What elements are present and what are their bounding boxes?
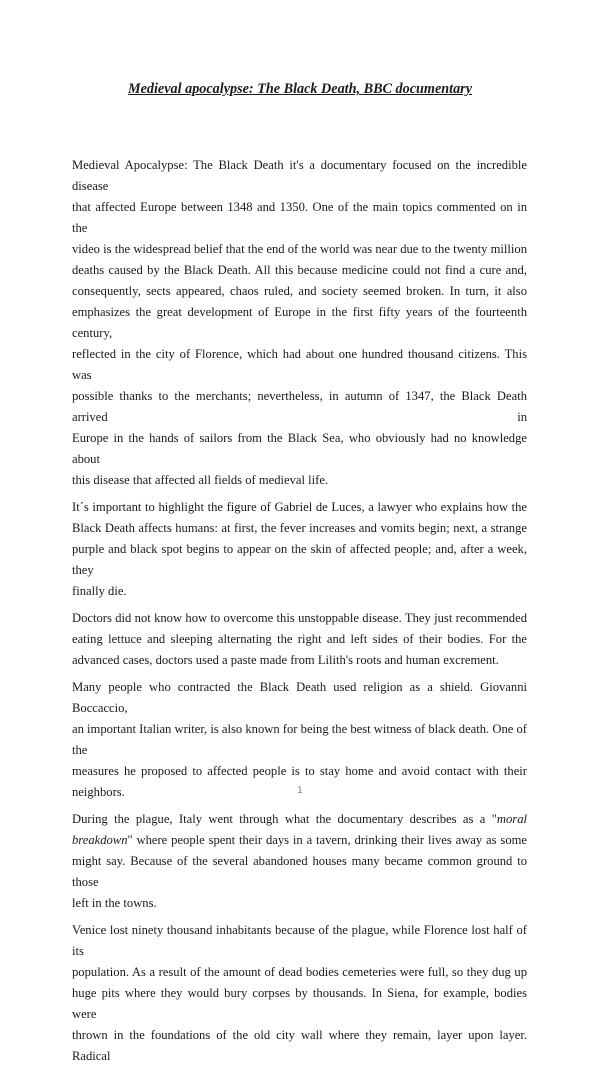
text-line: video is the widespread belief that the end of the world was near due to the twenty million: [72, 242, 527, 256]
text-line: Doctors did not know how to overcome this unstoppable disease. They just recommended: [72, 611, 527, 625]
text-segment: " where people spent their days in a tavern, drinking their lives away as some: [127, 833, 527, 847]
text-line: neighbors.: [72, 785, 125, 799]
text-line: might say. Because of the several abandoned houses many became common ground to those: [72, 854, 527, 889]
text-line: thrown in the foundations of the old city wall where they remain, layer upon layer. Radical: [72, 1028, 527, 1063]
text-line: finally die.: [72, 584, 127, 598]
italic-text: breakdown: [72, 833, 128, 847]
text-line: Medieval Apocalypse: The Black Death it's a documentary focused on the incredible disease: [72, 158, 527, 193]
text-line: consequently, sects appeared, chaos ruled, and society seemed broken. In turn, it also: [72, 284, 527, 298]
text-line: huge pits where they would bury corpses by thousands. In Siena, for example, bodies were: [72, 986, 527, 1021]
text-line: advanced cases, doctors used a paste made from Lilith's roots and human excrement.: [72, 653, 499, 667]
text-line: this disease that affected all fields of medieval life.: [72, 473, 329, 487]
text-line: Many people who contracted the Black Death used religion as a shield. Giovanni Boccaccio,: [72, 680, 527, 715]
text-line: Europe in the hands of sailors from the Black Sea, who obviously had no knowledge about: [72, 431, 527, 466]
text-segment: During the plague, Italy went through what the documentary describes as a ": [72, 812, 497, 826]
text-line: It´s important to highlight the figure of Gabriel de Luces, a lawyer who explains how the: [72, 500, 527, 514]
text-line: eating lettuce and sleeping alternating the right and left sides of their bodies. For the: [72, 632, 527, 646]
paragraph: [72, 608, 527, 671]
italic-text: moral: [496, 812, 527, 826]
text-line: left in the towns.: [72, 896, 157, 910]
text-line: [72, 809, 527, 830]
text-line: reflected in the city of Florence, which had about one hundred thousand citizens. This was: [72, 347, 527, 382]
text-line: emphasizes the great development of Europe in the first fifty years of the fourteenth century,: [72, 305, 527, 340]
document-body: [72, 155, 527, 1073]
text-line: Black Death affects humans: at first, the fever increases and vomits begin; next, a strange: [72, 521, 527, 535]
text-line: possible thanks to the merchants; nevertheless, in autumn of 1347, the Black Death arrived in: [72, 389, 527, 424]
text-line: an important Italian writer, is also known for being the best witness of black death. One of the: [72, 722, 527, 757]
paragraph: [72, 809, 527, 914]
paragraph: [72, 155, 527, 491]
text-line: measures he proposed to affected people is to stay home and avoid contact with their: [72, 764, 527, 778]
page-number: 1: [297, 786, 303, 796]
document-title: Medieval apocalypse: The Black Death, BBC documentary: [127, 81, 472, 97]
text-line: deaths caused by the Black Death. All this because medicine could not find a cure and,: [72, 263, 527, 277]
paragraph: [72, 920, 527, 1067]
text-line: Venice lost ninety thousand inhabitants because of the plague, while Florence lost half of its: [72, 923, 527, 958]
paragraph: [72, 497, 527, 602]
text-line: that affected Europe between 1348 and 1350. One of the main topics commented on in the: [72, 200, 527, 235]
text-line: purple and black spot begins to appear on the skin of affected people; and, after a week, they: [72, 542, 527, 577]
text-line: population. As a result of the amount of dead bodies cemeteries were full, so they dug up: [72, 965, 527, 979]
